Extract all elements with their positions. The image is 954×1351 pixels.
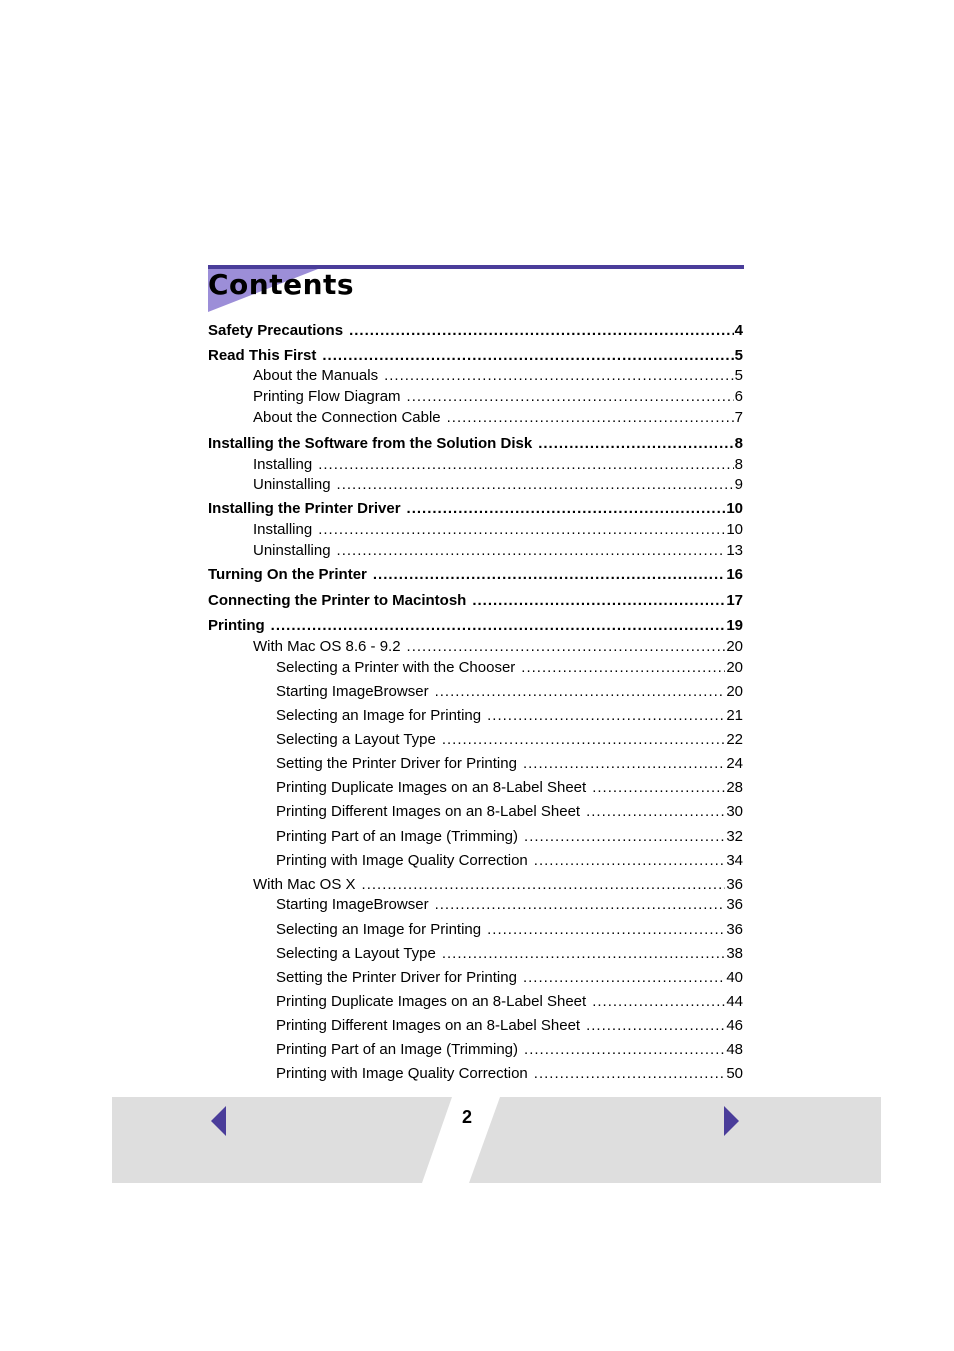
- page-number: 2: [461, 1107, 472, 1127]
- dot-leader: [407, 387, 734, 407]
- toc-entry-title: Printing Part of an Image (Trimming): [276, 828, 519, 845]
- toc-entry-page: 19: [726, 617, 743, 634]
- toc-entry[interactable]: [208, 591, 743, 611]
- toc-entry[interactable]: [208, 778, 743, 798]
- triangle-left-icon: [210, 1106, 228, 1136]
- dot-leader: [435, 895, 726, 915]
- toc-entry[interactable]: [208, 827, 743, 847]
- toc-entry-page: 32: [726, 828, 743, 845]
- toc-entry[interactable]: [208, 475, 743, 495]
- toc-entry-page: 8: [734, 435, 743, 452]
- toc-entry-page: 6: [734, 388, 743, 405]
- toc-entry-title: Selecting an Image for Printing: [276, 921, 482, 938]
- dot-leader: [592, 778, 725, 798]
- toc-entry-page: 50: [726, 1065, 743, 1082]
- toc-entry[interactable]: [208, 455, 743, 475]
- toc-entry-title: Selecting a Layout Type: [276, 945, 436, 962]
- toc-entry-title: Read This First: [208, 347, 317, 364]
- toc-entry-page: 36: [726, 896, 743, 913]
- dot-leader: [586, 802, 725, 822]
- toc-entry[interactable]: [208, 992, 743, 1012]
- toc-entry-page: 10: [726, 500, 743, 517]
- toc-entry[interactable]: [208, 565, 743, 585]
- dot-leader: [592, 992, 725, 1012]
- toc-entry-page: 34: [726, 852, 743, 869]
- toc-entry-title: About the Connection Cable: [253, 409, 441, 426]
- toc-entry-page: 5: [734, 367, 743, 384]
- toc-entry[interactable]: [208, 682, 743, 702]
- dot-leader: [442, 944, 725, 964]
- next-page-button[interactable]: [723, 1106, 741, 1136]
- toc-entry[interactable]: [208, 520, 743, 540]
- dot-leader: [447, 408, 734, 428]
- toc-entry-title: Starting ImageBrowser: [276, 683, 429, 700]
- toc-entry-title: Uninstalling: [253, 476, 331, 493]
- dot-leader: [442, 730, 725, 750]
- toc-entry-title: With Mac OS 8.6 - 9.2: [253, 638, 401, 655]
- toc-entry-title: Printing Part of an Image (Trimming): [276, 1041, 519, 1058]
- dot-leader: [534, 851, 726, 871]
- toc-entry-title: Printing: [208, 617, 265, 634]
- toc-entry-title: Printing Duplicate Images on an 8-Label Sheet: [276, 779, 587, 796]
- toc-entry[interactable]: [208, 434, 743, 454]
- toc-entry-title: Safety Precautions: [208, 322, 344, 339]
- toc-entry-page: 7: [734, 409, 743, 426]
- toc-entry[interactable]: [208, 541, 743, 561]
- toc-entry-page: 24: [726, 755, 743, 772]
- dot-leader: [373, 565, 725, 585]
- toc-entry[interactable]: [208, 408, 743, 428]
- dot-leader: [337, 475, 734, 495]
- toc-entry[interactable]: [208, 346, 743, 366]
- toc-entry-title: Turning On the Printer: [208, 566, 367, 583]
- toc-entry-title: Selecting an Image for Printing: [276, 707, 482, 724]
- triangle-right-icon: [723, 1106, 741, 1136]
- toc-entry-page: 22: [726, 731, 743, 748]
- toc-entry[interactable]: [208, 1040, 743, 1060]
- toc-entry[interactable]: [208, 920, 743, 940]
- toc-entry[interactable]: [208, 1016, 743, 1036]
- toc-entry-title: Installing the Software from the Solution Disk: [208, 435, 533, 452]
- toc-entry-title: With Mac OS X: [253, 876, 356, 893]
- dot-leader: [534, 1064, 726, 1084]
- toc-entry-title: Connecting the Printer to Macintosh: [208, 592, 467, 609]
- toc-entry-page: 13: [726, 542, 743, 559]
- toc-entry[interactable]: [208, 387, 743, 407]
- toc-entry-page: 21: [726, 707, 743, 724]
- toc-entry-title: Selecting a Layout Type: [276, 731, 436, 748]
- dot-leader: [524, 827, 725, 847]
- dot-leader: [523, 754, 725, 774]
- dot-leader: [538, 434, 733, 454]
- toc-entry-title: Printing with Image Quality Correction: [276, 1065, 528, 1082]
- toc-entry-page: 20: [726, 683, 743, 700]
- toc-entry-title: Uninstalling: [253, 542, 331, 559]
- toc-entry-title: Setting the Printer Driver for Printing: [276, 755, 517, 772]
- toc-entry-title: Printing Different Images on an 8-Label Sheet: [276, 803, 581, 820]
- toc-entry-title: Printing Flow Diagram: [253, 388, 401, 405]
- toc-entry-page: 4: [734, 322, 743, 339]
- toc-entry-page: 17: [726, 592, 743, 609]
- toc-entry-page: 16: [726, 566, 743, 583]
- toc-entry[interactable]: [208, 658, 743, 678]
- dot-leader: [487, 706, 725, 726]
- toc-entry-page: 5: [734, 347, 743, 364]
- toc-entry-page: 40: [726, 969, 743, 986]
- toc-entry[interactable]: [208, 730, 743, 750]
- toc-entry[interactable]: [208, 637, 743, 657]
- toc-entry[interactable]: [208, 875, 743, 895]
- toc-entry[interactable]: [208, 944, 743, 964]
- toc-entry-title: Starting ImageBrowser: [276, 896, 429, 913]
- dot-leader: [407, 637, 726, 657]
- dot-leader: [271, 616, 726, 636]
- dot-leader: [322, 346, 733, 366]
- toc-entry-page: 20: [726, 659, 743, 676]
- dot-leader: [384, 366, 734, 386]
- toc-entry[interactable]: [208, 366, 743, 386]
- toc-entry-title: Setting the Printer Driver for Printing: [276, 969, 517, 986]
- toc-entry[interactable]: [208, 321, 743, 341]
- dot-leader: [362, 875, 726, 895]
- toc-entry[interactable]: [208, 754, 743, 774]
- toc-entry-title: Installing the Printer Driver: [208, 500, 401, 517]
- dot-leader: [586, 1016, 725, 1036]
- dot-leader: [523, 968, 725, 988]
- dot-leader: [318, 520, 725, 540]
- dot-leader: [407, 499, 726, 519]
- toc-entry-page: 9: [734, 476, 743, 493]
- page-title: Contents: [208, 268, 355, 301]
- toc-entry-title: Printing Duplicate Images on an 8-Label Sheet: [276, 993, 587, 1010]
- dot-leader: [472, 591, 725, 611]
- toc-entry[interactable]: [208, 706, 743, 726]
- previous-page-button[interactable]: [210, 1106, 228, 1136]
- dot-leader: [318, 455, 733, 475]
- toc-entry-title: Installing: [253, 521, 313, 538]
- toc-entry[interactable]: [208, 895, 743, 915]
- toc-entry-page: 38: [726, 945, 743, 962]
- toc-entry-page: 36: [726, 921, 743, 938]
- toc-entry[interactable]: [208, 1064, 743, 1084]
- toc-entry-title: Printing Different Images on an 8-Label Sheet: [276, 1017, 581, 1034]
- toc-entry-title: Printing with Image Quality Correction: [276, 852, 528, 869]
- toc-entry-page: 20: [726, 638, 743, 655]
- toc-entry-page: 44: [726, 993, 743, 1010]
- toc-entry-title: Selecting a Printer with the Chooser: [276, 659, 516, 676]
- dot-leader: [349, 321, 734, 341]
- toc-entry-page: 30: [726, 803, 743, 820]
- toc-entry-page: 36: [726, 876, 743, 893]
- toc-entry[interactable]: [208, 851, 743, 871]
- dot-leader: [487, 920, 725, 940]
- toc-entry-page: 28: [726, 779, 743, 796]
- dot-leader: [337, 541, 726, 561]
- toc-entry[interactable]: [208, 499, 743, 519]
- dot-leader: [524, 1040, 725, 1060]
- toc-entry[interactable]: [208, 616, 743, 636]
- toc-entry[interactable]: [208, 802, 743, 822]
- toc-entry-page: 8: [734, 456, 743, 473]
- dot-leader: [521, 658, 725, 678]
- toc-entry-page: 48: [726, 1041, 743, 1058]
- toc-entry[interactable]: [208, 968, 743, 988]
- toc-entry-title: About the Manuals: [253, 367, 379, 384]
- toc-entry-title: Installing: [253, 456, 313, 473]
- dot-leader: [435, 682, 726, 702]
- toc-entry-page: 10: [726, 521, 743, 538]
- toc-entry-page: 46: [726, 1017, 743, 1034]
